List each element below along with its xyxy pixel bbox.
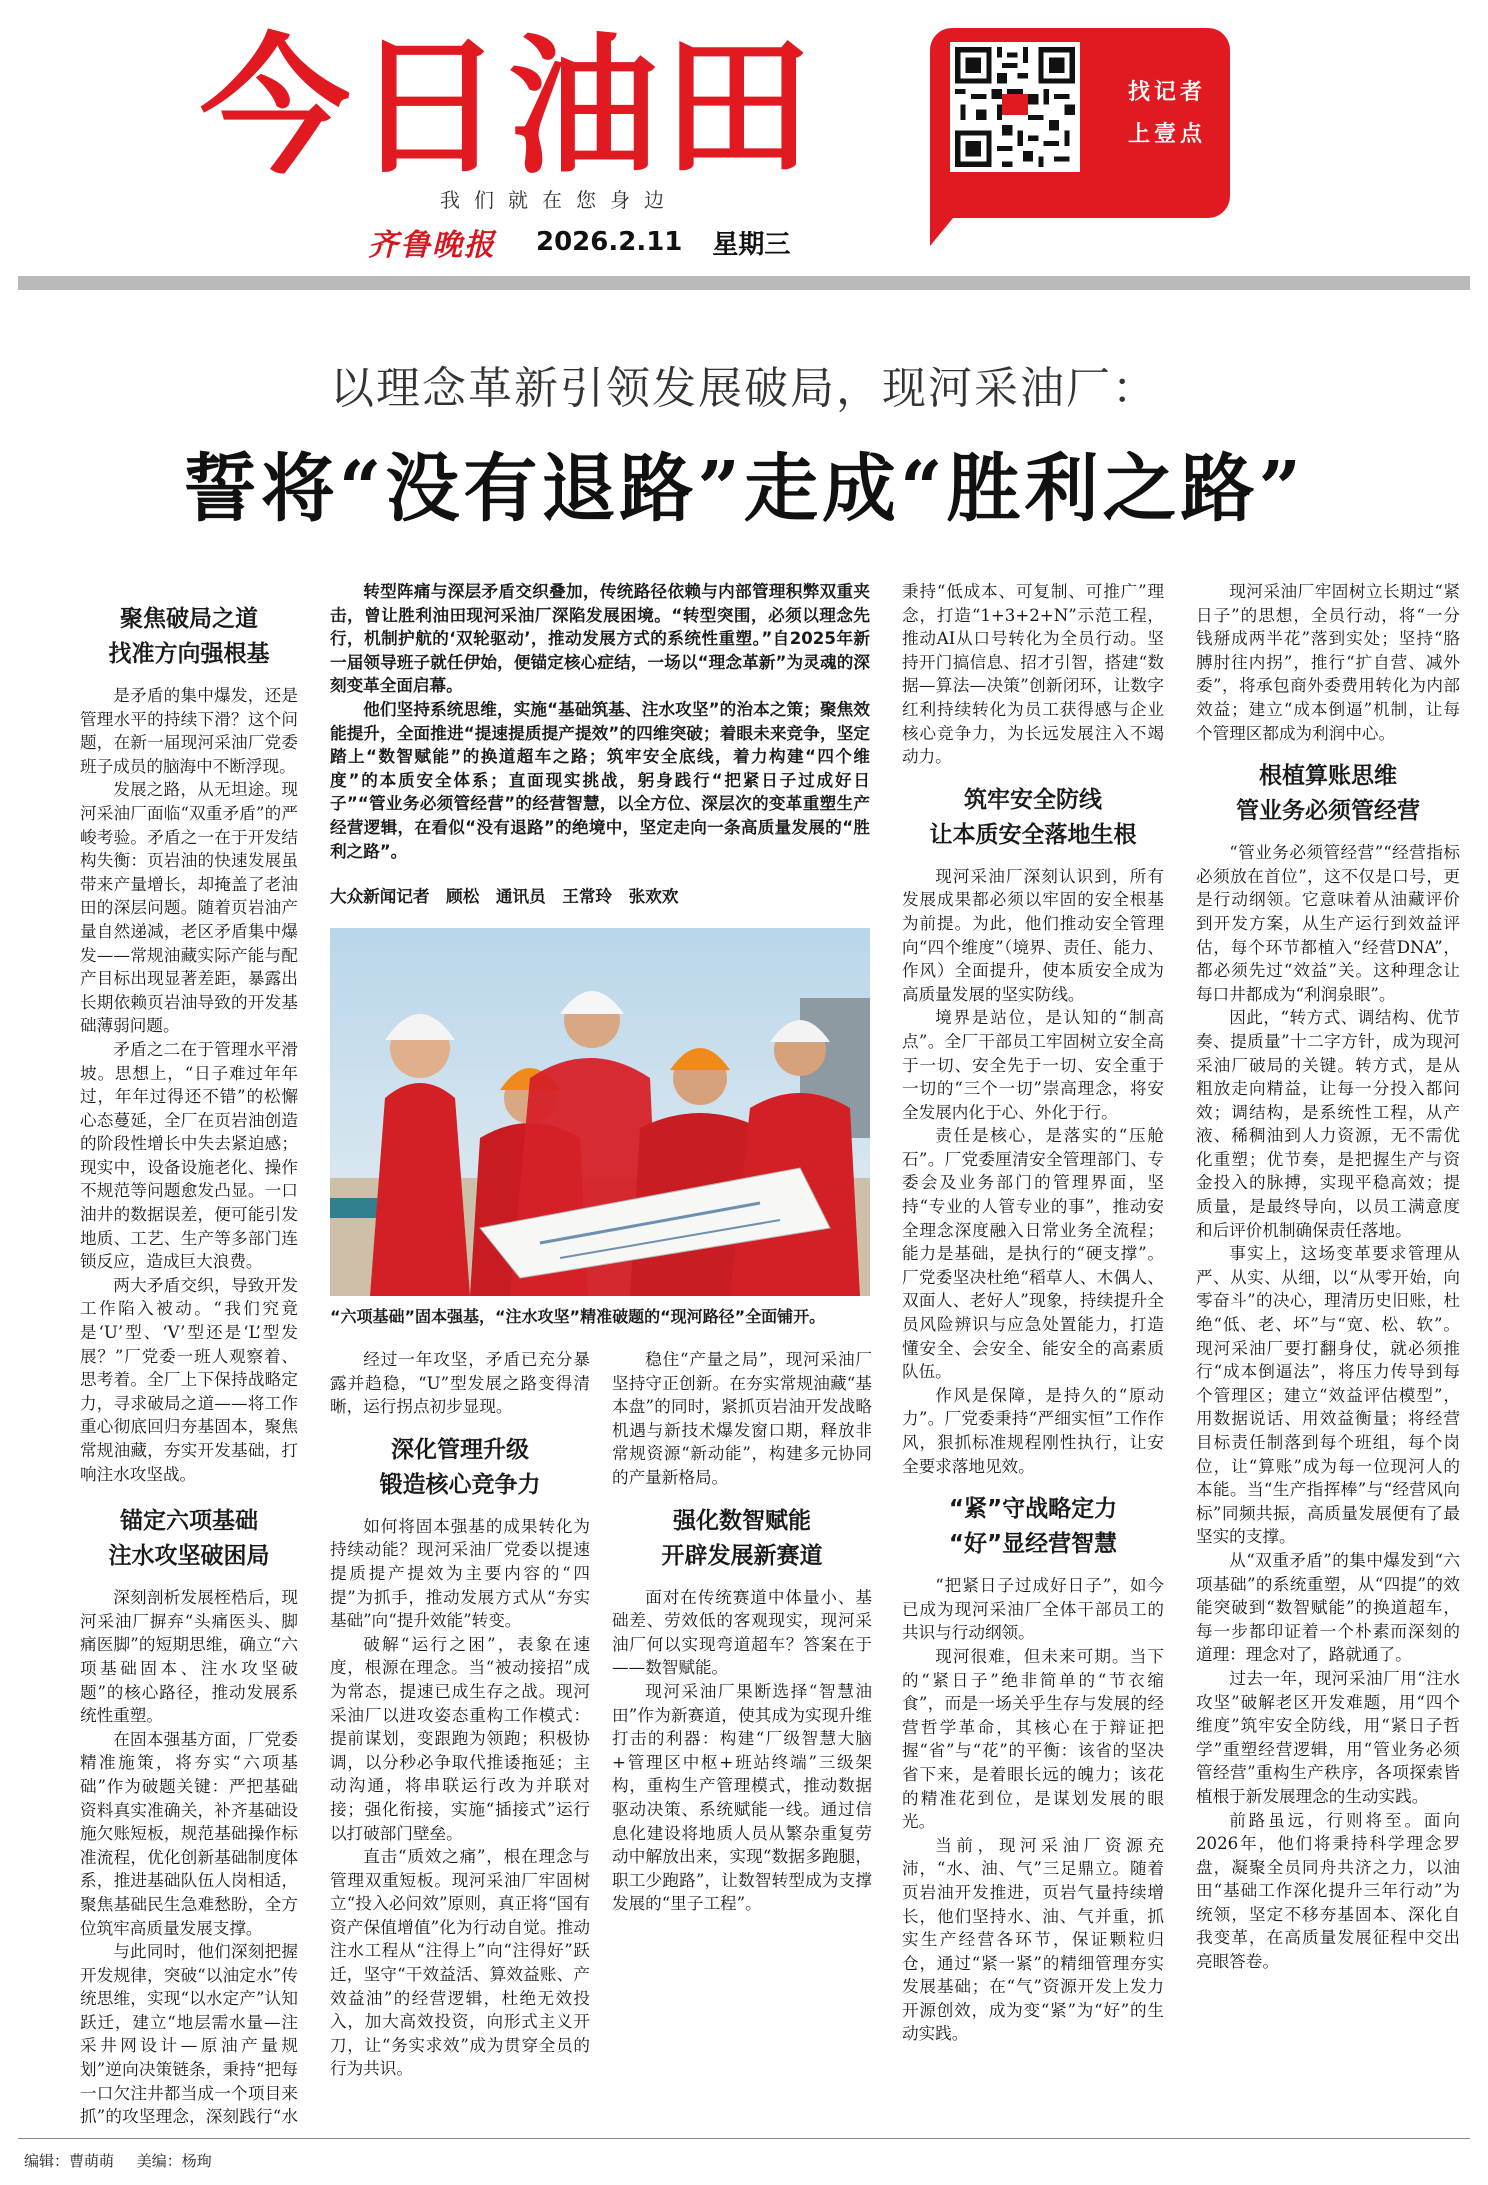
paragraph: 两大矛盾交织，导致开发工作陷入被动。“我们究竟是‘U’型、‘V’型还是‘L’型发展？”厂党委一班人观察着、思考着。全厂上下保持战略定力，寻求破局之道——将工作重心彻底回归夯基固本，聚焦常规油藏，夯实开发基础，打响注水攻坚战。: [80, 1275, 298, 1484]
paragraph: 矛盾之二在于管理水平滑坡。思想上，“日子难过年年过，年年过得还不错”的松懈心态蔓延，全厂在页岩油创造的阶段性增长中失去紧迫感；现实中，设备设施老化、操作不规范等问题愈发凸显。一口油井的数据误差，便可能引发地质、工艺、生产等多部门连锁反应，造成巨大浪费。: [80, 1039, 298, 1272]
paragraph: 经过一年攻坚，矛盾已充分暴露并趋稳，“U”型发展之路变得清晰，运行拐点初步显现。: [330, 1350, 590, 1417]
article-headline: 誓将“没有退路”走成“胜利之路”: [182, 446, 1306, 532]
workers-photo-image: [330, 928, 870, 1296]
issue-meta: [368, 224, 791, 263]
paragraph: 事实上，这场变革要求管理从严、从实、从细，以“从零开始，向零奋斗”的决心，理清历史旧账，杜绝“低、老、坏”与“宽、松、软”。现河采油厂要打翻身仗，就必须推行“成本倒逼法”，将压力传导到每个管理区；建立“效益评估模型”，用数据说话、用效益衡量；将经营目标责任制落到每个班组，每个岗位，让“算账”成为每一位现河人的本能。当“生产指挥棒”与“经营风向标”同频共振，高质量发展便有了最坚实的支撑。: [1196, 1244, 1460, 1547]
paragraph: 现河采油厂果断选择“智慧油田”作为新赛道，使其成为实现升维打击的利器：构建“厂级智慧大脑+管理区中枢+班站终端”三级架构，重构生产管理模式，推动数据驱动决策、系统赋能一线。通过信息化建设将地质人员从繁杂重复劳动中解放出来，实现“数据多跑腿，职工少跑路”，让数智转型成为支撑发展的“里子工程”。: [612, 1681, 872, 1914]
paragraph: 稳住“产量之局”，现河采油厂坚持守正创新。在夯实常规油藏“基本盘”的同时，紧抓页岩油开发战略机遇与新技术爆发窗口期，释放非常规资源“新动能”，构建多元协同的产量新格局。: [612, 1350, 872, 1487]
section-heading: 根植算账思维 管业务必须管经营: [1236, 763, 1420, 825]
paragraph: 境界是站位，是认知的“制高点”。全厂干部员工牢固树立安全高于一切、安全先于一切、安全重于一切的“三个一切”崇高理念，将安全发展内化于心、外化于行。: [902, 1008, 1164, 1122]
photo-caption: “六项基础”固本强基，“注水攻坚”精准破题的“现河路径”全面铺开。: [330, 1307, 826, 1326]
column-2: [330, 1348, 590, 2128]
column-1: [80, 596, 298, 2126]
paragraph: 秉持“低成本、可复制、可推广”理念，打造“1+3+2+N”示范工程，推动AI从口号转化为全员行动。坚持开门搞信息、招才引智，搭建“数据—算法—决策”创新闭环，让数字红利持续转化为员工获得感与企业核心竞争力，为长远发展注入不竭动力。: [902, 582, 1164, 767]
qr-call-to-action: [1128, 72, 1218, 156]
paragraph: 现河采油厂深刻认识到，所有发展成果都必须以牢固的安全根基为前提。为此，他们推动安全管理向“四个维度”（境界、责任、能力、作风）全面提升，使本质安全成为高质量发展的坚实防线。: [902, 866, 1164, 1004]
article-lead: [330, 580, 870, 910]
paragraph: 破解“运行之困”，表象在速度，根源在理念。当“被动接招”成为常态，提速已成生存之战。现河采油厂以进攻姿态重构工作模式：提前谋划，变跟跑为领跑；积极协调，以分秒必争取代推诿拖延；主动沟通，将串联运行改为并联对接；强化衔接，实施“插接式”运行以打破部门壁垒。: [330, 1634, 590, 1843]
paragraph: 发展之路，从无坦途。现河采油厂面临“双重矛盾”的严峻考验。矛盾之一在于开发结构失衡：页岩油的快速发展虽带来产量增长，却掩盖了老油田的深层问题。随着页岩油产量自然递减，老区矛盾集中爆发——常规油藏实际产能与配产目标出现显著差距，暴露出长期依赖页岩油导致的开发基础薄弱问题。: [80, 780, 298, 1036]
designer-credit: 美编：杨珣: [136, 2152, 212, 2170]
issue-weekday: 星期三: [712, 229, 791, 260]
qr-line-2: 上壹点: [1128, 122, 1207, 147]
paragraph: “把紧日子过成好日子”，如今已成为现河采油厂全体干部员工的共识与行动纲领。: [902, 1576, 1164, 1643]
column-5: [1196, 580, 1460, 2128]
paragraph: 现河采油厂牢固树立长期过“紧日子”的思想，全员行动，将“一分钱掰成两半花”落到实处；坚持“胳膊肘往内拐”，推行“扩自营、减外委”，将承包商外委费用转化为内部效益；建立“成本倒逼”机制，让每个管理区都成为利润中心。: [1196, 582, 1460, 743]
lead-paragraph: 转型阵痛与深层矛盾交织叠加，传统路径依赖与内部管理积弊双重夹击，曾让胜利油田现河采油厂深陷发展困境。“转型突围，必须以理念先行，机制护航的‘双轮驱动’，推动发展方式的系统性重塑。”自2025年新一届领导班子就任伊始，便锚定核心症结，一场以“理念革新”为灵魂的深刻变革全面启幕。: [330, 582, 870, 696]
section-heading: 深化管理升级 锻造核心竞争力: [379, 1436, 541, 1498]
paragraph: “管业务必须管经营”“经营指标必须放在首位”，这不仅是口号，更是行动纲领。它意味着从油藏评价到开发方案，从生产运行到效益评估，每个环节都植入“经营DNA”，都必须先过“效益”关。这种理念让每口井都成为“利润泉眼”。: [1196, 843, 1460, 1004]
paragraph: 过去一年，现河采油厂用“注水攻坚”破解老区开发难题，用“四个维度”筑牢安全防线，用“紧日子哲学”重塑经营逻辑，用“管业务必须管经营”重构生产秩序，各项探索皆植根于新发展理念的生动实践。: [1196, 1668, 1460, 1806]
section-heading: “紧”守战略定力 “好”显经营智慧: [948, 1496, 1118, 1558]
paragraph: 因此，“转方式、调结构、优节奏、提质量”十二字方针，成为现河采油厂破局的关键。转方式，是从粗放走向精益，让每一分投入都问效；调结构，是系统性工程，从产液、稀稠油到人力资源，无不需优化重塑；优节奏，是把握生产与资金投入的脉搏，实现平稳高效；提质量，是最终导向，以员工满意度和后评价机制确保责任落地。: [1196, 1008, 1460, 1240]
paper-logo: 齐鲁晚报: [368, 228, 496, 263]
section-heading: 锚定六项基础 注水攻坚破困局: [108, 1508, 270, 1570]
masthead-slogan: 我们就在您身边: [440, 188, 678, 212]
qr-bubble-tail: [930, 212, 958, 246]
paragraph: 如何将固本强基的成果转化为持续动能？现河采油厂党委以提速提质提产提效为主要内容的“四提”为抓手，推动发展方式从“夯实基础”向“提升效能”转变。: [330, 1516, 590, 1631]
section-heading: 筑牢安全防线 让本质安全落地生根: [929, 786, 1137, 848]
qr-line-1: 找记者: [1128, 80, 1207, 105]
article-kicker: 以理念革新引领发展破局，现河采油厂：: [330, 363, 1158, 414]
paragraph: 直击“质效之痛”，根在理念与管理双重短板。现河采油厂牢固树立“投入必问效”原则，真正将“国有资产保值增值”化为行动自觉。推动注水工程从“注得上”向“注得好”跃迁，坚守“干效益活、算效益账、产效益油”的经营逻辑，杜绝无效投入，加大高效投资，向形式主义开刀，让“务实求效”成为贯穿全员的行为共识。: [330, 1847, 590, 2079]
paragraph: 作风是保障，是持久的“原动力”。厂党委秉持“严细实恒”工作作风，狠抓标准规程刚性执行，让安全要求落地见效。: [902, 1385, 1164, 1476]
header-divider: [18, 276, 1470, 290]
paragraph: 从“双重矛盾”的集中爆发到“六项基础”的系统重塑，从“四提”的效能突破到“数智赋能”的换道超车，每一步都印证着一个朴素而深刻的道理：理念对了，路就通了。: [1196, 1550, 1460, 1665]
footer-divider: [18, 2138, 1470, 2139]
column-4: [902, 580, 1164, 2128]
paragraph: 责任是核心，是落实的“压舱石”。厂党委厘清安全管理部门、专委会及业务部门的管理界面，坚持“专业的人管专业的事”，推动安全理念深度融入日常业务全流程；能力是基础，是执行的“硬支撑”。厂党委坚决杜绝“稻草人、木偶人、双面人、老好人”现象，持续提升全员风险辨识与应急处置能力，打造懂安全、会安全、能安全的高素质队伍。: [902, 1126, 1164, 1382]
paragraph: 是矛盾的集中爆发，还是管理水平的持续下滑？这个问题，在新一届现河采油厂党委班子成员的脑海中不断浮现。: [80, 686, 298, 776]
paragraph: 面对在传统赛道中体量小、基础差、劳效低的客观现实，现河采油厂何以实现弯道超车？答案在于——数智赋能。: [612, 1587, 872, 1678]
byline: 大众新闻记者 顾松 通讯员 王常玲 张欢欢: [330, 887, 679, 907]
masthead-title: 今日油田: [200, 21, 817, 195]
paragraph: 前路虽远，行则将至。面向2026年，他们将秉持科学理念罗盘，凝聚全员同舟共济之力，以油田“基础工作深化提升三年行动”为统领，坚定不移夯基固本、深化自我变革，在高质量发展征程中交出亮眼答卷。: [1196, 1810, 1460, 1972]
editor-credit: 编辑：曹萌萌: [24, 2152, 115, 2170]
paragraph: 深刻剖析发展桎梏后，现河采油厂摒弃“头痛医头、脚痛医脚”的短期思维，确立“六项基础固本、注水攻坚破题”的核心路径，推动发展系统性重塑。: [80, 1588, 298, 1726]
lead-paragraph: 他们坚持系统思维，实施“基础筑基、注水攻坚”的治本之策；聚焦效能提升，全面推进“提速提质提产提效”的四维突破；着眼未来竞争，坚定踏上“数智赋能”的换道超车之路；筑牢安全底线，着力构建“四个维度”的本质安全体系；直面现实挑战，躬身践行“把紧日子过成好日子”“管业务必须管经营”的经营智慧，以全方位、深层次的变革重塑生产经营逻辑，在看似“没有退路”的绝境中，坚定走向一条高质量发展的“胜利之路”。: [330, 699, 870, 861]
qr-code-icon[interactable]: [950, 42, 1080, 172]
paragraph: 在固本强基方面，厂党委精准施策，将夯实“六项基础”作为破题关键：严把基础资料真实准确关，补齐基础设施欠账短板，规范基础操作标准流程，优化创新基础制度体系，推进基础队伍人岗相适，聚焦基础民生急难愁盼，全方位筑牢高质量发展支撑。: [80, 1729, 298, 1938]
paragraph: 当前，现河采油厂资源充沛，“水、油、气”三足鼎立。随着页岩油开发推进，页岩气量持续增长，他们坚持水、油、气并重，抓实生产经营各环节，保证颗粒归仓，通过“紧一紧”的精细管理夯实发展基础；在“气”资源开发上发力开源创效，成为变“紧”为“好”的生动实践。: [902, 1835, 1164, 2044]
article-photo: [330, 928, 870, 1296]
column-3: [612, 1348, 872, 2128]
issue-date: 2026.2.11: [536, 227, 683, 257]
paragraph: 与此同时，他们深刻把握开发规律，突破“以油定水”传统思维，实现“以水定产”认知跃迁，建立“地层需水量—注采井网设计—原油产量规划”逆向决策链条，秉持“把每一口欠注井都当成一个项目来抓”的攻坚理念，深刻践行“水: [80, 1942, 298, 2126]
page-footer: [24, 2150, 212, 2171]
paragraph: 现河很难，但未来可期。当下的“紧日子”绝非简单的“节衣缩食”，而是一场关乎生存与发展的经营哲学革命，其核心在于辩证把握“省”与“花”的平衡：该省的坚决省下来，是着眼长远的魄力；该花的精准花到位，是谋划发展的眼光。: [902, 1646, 1164, 1832]
section-heading: 聚焦破局之道 找准方向强根基: [108, 606, 270, 667]
section-heading: 强化数智赋能 开辟发展新赛道: [661, 1507, 823, 1569]
